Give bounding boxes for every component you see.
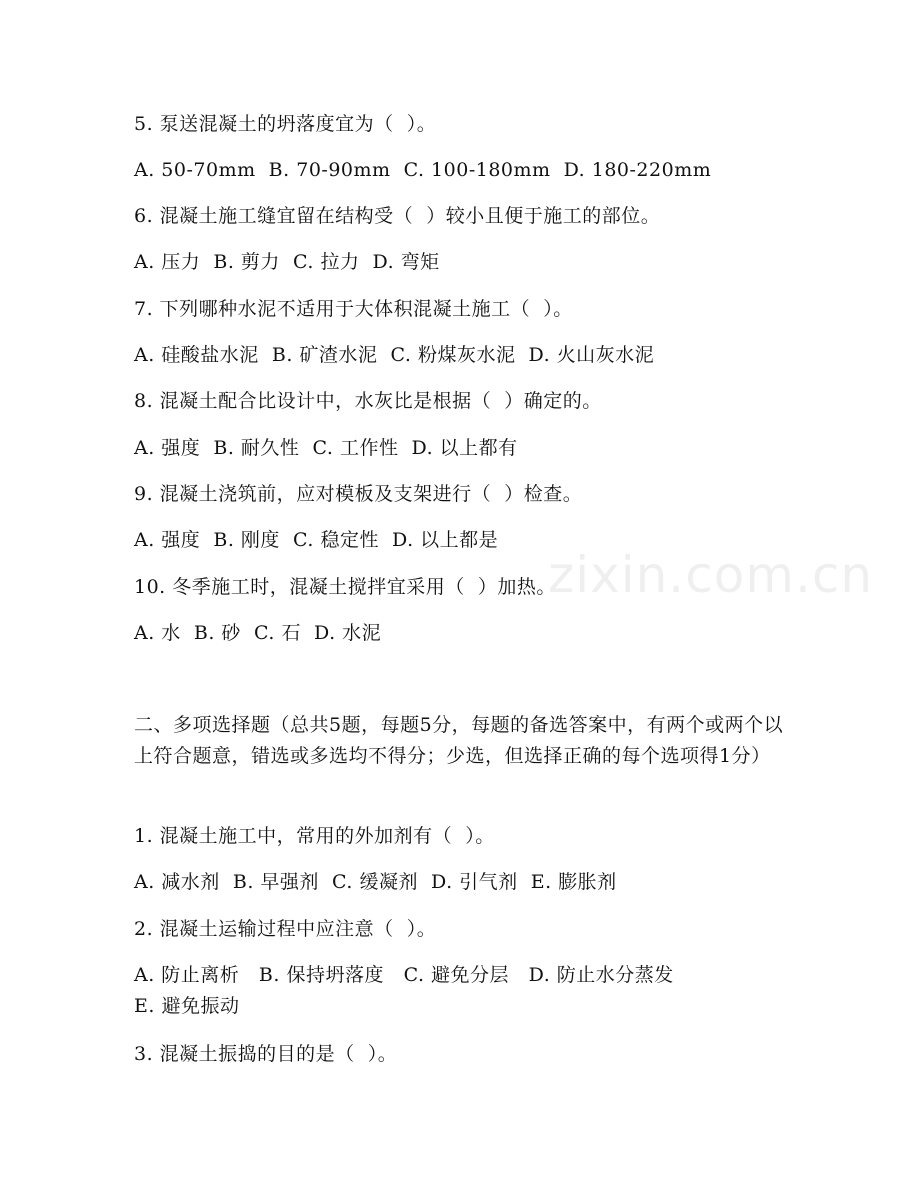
- line-q6: 6. 混凝土施工缝宜留在结构受（ ）较小且便于施工的部位。: [134, 205, 661, 227]
- line-m1-options: A. 减水剂 B. 早强剂 C. 缓凝剂 D. 引气剂 E. 膨胀剂: [134, 871, 617, 893]
- line-q9-options: A. 强度 B. 刚度 C. 稳定性 D. 以上都是: [134, 529, 499, 551]
- line-m1: 1. 混凝土施工中，常用的外加剂有（ ）。: [134, 825, 495, 847]
- line-q6-options: A. 压力 B. 剪力 C. 拉力 D. 弯矩: [134, 251, 440, 273]
- line-q5-options: A. 50-70mm B. 70-90mm C. 100-180mm D. 180-220mm: [134, 159, 712, 181]
- line-q8-options: A. 强度 B. 耐久性 C. 工作性 D. 以上都有: [134, 437, 518, 459]
- line-q7-options: A. 硅酸盐水泥 B. 矿渣水泥 C. 粉煤灰水泥 D. 火山灰水泥: [134, 344, 655, 366]
- line-m2-options: A. 防止离析 B. 保持坍落度 C. 避免分层 D. 防止水分蒸发: [134, 964, 674, 986]
- line-q7: 7. 下列哪种水泥不适用于大体积混凝土施工（ ）。: [134, 298, 573, 320]
- line-m2: 2. 混凝土运输过程中应注意（ ）。: [134, 918, 437, 940]
- watermark: zixin.com.cn: [548, 546, 874, 604]
- line-q5: 5. 泵送混凝土的坍落度宜为（ ）。: [134, 113, 437, 135]
- line-q10-options: A. 水 B. 砂 C. 石 D. 水泥: [134, 622, 382, 644]
- line-q9: 9. 混凝土浇筑前，应对模板及支架进行（ ）检查。: [134, 483, 583, 505]
- line-m3: 3. 混凝土振捣的目的是（ ）。: [134, 1043, 398, 1065]
- line-m2-options-cont: E. 避免振动: [134, 995, 240, 1017]
- line-q10: 10. 冬季施工时，混凝土搅拌宜采用（ ）加热。: [134, 576, 556, 598]
- section-heading-multiple-choice: 二、多项选择题（总共5题，每题5分，每题的备选答案中，有两个或两个以上符合题意，错选或多选均不得分；少选，但选择正确的每个选项得1分）: [134, 714, 784, 767]
- line-q8: 8. 混凝土配合比设计中，水灰比是根据（ ）确定的。: [134, 390, 602, 412]
